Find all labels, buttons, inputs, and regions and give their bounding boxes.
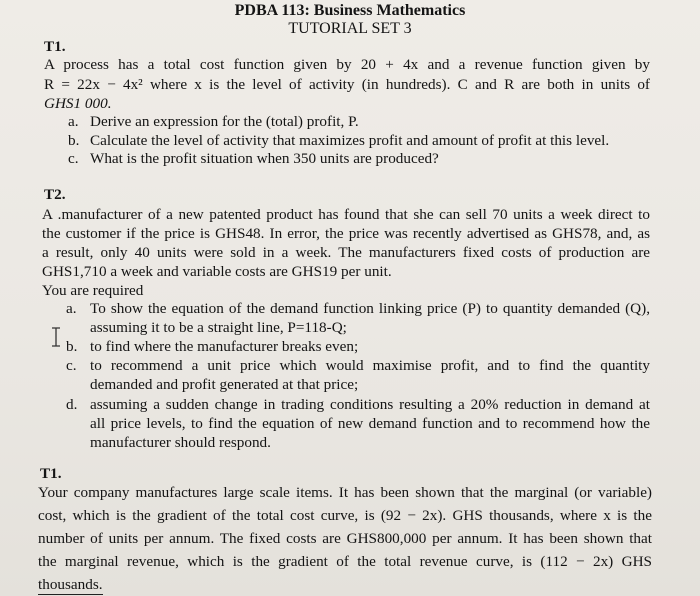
q3-line-1: Your company manufactures large scale items. It has been shown that the marginal (or variable): [38, 484, 652, 501]
q2-line-3: a result, only 40 units were sold in a week. The manufacturers fixed costs of production are: [42, 244, 650, 261]
text-cursor-icon: [51, 327, 61, 347]
q1-item-a-text: Derive an expression for the (total) profit, P.: [90, 113, 359, 130]
q1-item-c-marker: c.: [68, 150, 79, 167]
document-subtitle: TUTORIAL SET 3: [288, 20, 412, 37]
q2-item-c-line-2: demanded and profit generated at that price;: [90, 376, 359, 393]
document-title: PDBA 113: Business Mathematics: [234, 2, 466, 19]
q2-line-1: A .manufacturer of a new patented product has found that she can sell 70 units a week direct to: [42, 206, 650, 223]
q2-item-a-marker: a.: [66, 300, 77, 317]
q1-line-1: A process has a total cost function given by 20 + 4x and a revenue function given by: [44, 56, 650, 73]
q1-item-a-marker: a.: [68, 113, 79, 130]
q2-item-a-line-1: To show the equation of the demand function linking price (P) to quantity demanded (Q),: [90, 300, 650, 317]
q2-item-d-marker: d.: [66, 396, 78, 413]
q2-item-c-line-1: to recommend a unit price which would maximise profit, and to find the quantity: [90, 357, 650, 374]
q1-item-c-text: What is the profit situation when 350 units are produced?: [90, 150, 439, 167]
q1-item-b-text: Calculate the level of activity that maximizes profit and amount of profit at this level.: [90, 132, 610, 149]
q2-item-b-line-1: to find where the manufacturer breaks even;: [90, 338, 359, 355]
q3-line-4: the marginal revenue, which is the gradient of the total revenue curve, is (112 − 2x) GHS: [38, 553, 652, 570]
q3-line-5: [38, 576, 103, 595]
q2-heading: T2.: [44, 186, 66, 203]
q3-heading: T1.: [40, 465, 62, 482]
q1-line-2: R = 22x − 4x² where x is the level of activity (in hundreds). C and R are both in units of: [44, 76, 650, 93]
q1-item-b-marker: b.: [68, 132, 80, 149]
q2-item-d-line-1: assuming a sudden change in trading conditions resulting a 20% reduction in demand at: [90, 396, 650, 413]
q2-item-a-line-2: assuming it to be a straight line, P=118-Q;: [90, 319, 347, 336]
q3-line-3: number of units per annum. The fixed costs are GHS800,000 per annum. It has been shown that: [38, 530, 652, 547]
q1-line-3: GHS1 000.: [44, 95, 112, 112]
q1-heading: T1.: [44, 38, 66, 55]
q2-item-b-marker: b.: [66, 338, 78, 355]
q3-line-2: cost, which is the gradient of the total cost curve, is (92 − 2x). GHS thousands, where x is the: [38, 507, 652, 524]
q2-line-5: You are required: [42, 282, 144, 299]
q2-line-4: GHS1,710 a week and variable costs are GHS19 per unit.: [42, 263, 392, 280]
q2-item-d-line-2: all price levels, to find the equation of new demand function and to recommend how the: [90, 415, 650, 432]
q2-item-d-line-3: manufacturer should respond.: [90, 434, 271, 451]
q3-line-5-text: thousands.: [38, 576, 103, 593]
q2-item-c-marker: c.: [66, 357, 77, 374]
q2-line-2: the customer if the price is GHS48. In error, the price was recently advertised as GHS78, and, as: [42, 225, 650, 242]
